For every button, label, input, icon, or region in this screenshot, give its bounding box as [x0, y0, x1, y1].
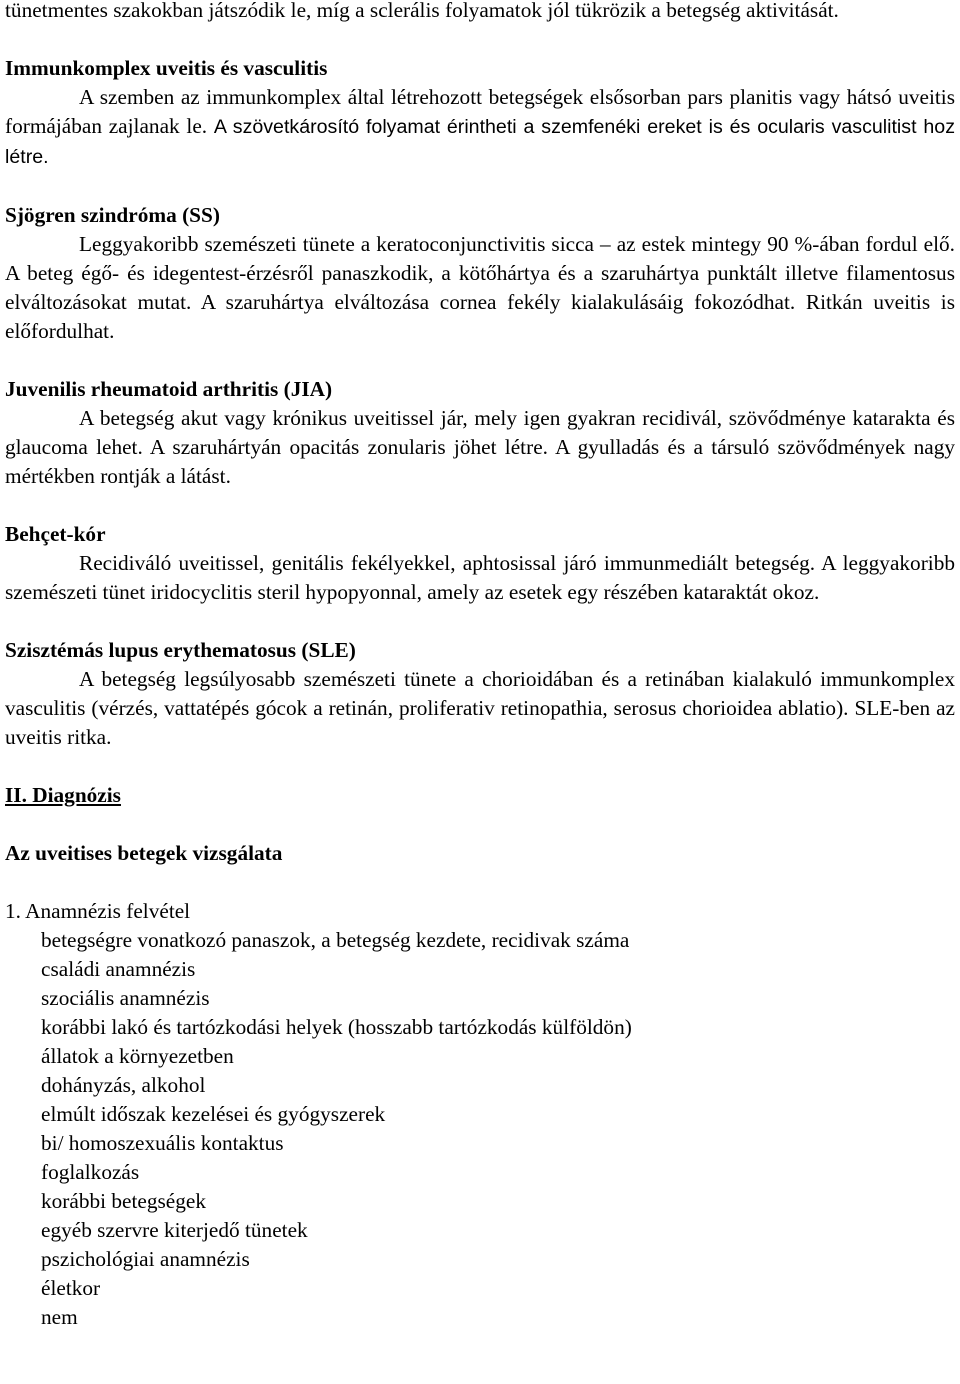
list-item: betegségre vonatkozó panaszok, a betegség kezdete, recidivak száma	[41, 928, 630, 952]
list-title: 1. Anamnézis felvétel	[5, 899, 191, 923]
spacer	[5, 607, 955, 636]
section-heading: Az uveitises betegek vizsgálata	[5, 841, 283, 865]
spacer	[5, 346, 955, 375]
section-jia	[5, 375, 955, 491]
paragraph-text: Leggyakoribb szemészeti tünete a keratoconjunctivitis sicca – az estek mintegy 90 %-ában fordul elő.	[79, 232, 955, 256]
list-item: életkor	[41, 1276, 101, 1300]
list-item: nem	[41, 1305, 78, 1329]
list-item: állatok a környezetben	[41, 1044, 234, 1068]
section-immunkomplex	[5, 54, 955, 172]
spacer	[5, 810, 955, 839]
list-item: korábbi lakó és tartózkodási helyek (hosszabb tartózkodás külföldön)	[41, 1015, 632, 1039]
section-heading: Szisztémás lupus erythematosus (SLE)	[5, 638, 356, 662]
section-heading: Juvenilis rheumatoid arthritis (JIA)	[5, 377, 333, 401]
section-paragraph: Recidiváló uveitissel, genitális fekélyekkel, aphtosissal járó immunmediált betegség. A leggyakoribb szemészeti tünet iridocyclitis steril hypopyonnal, amely az esetek egy részében kataraktát okoz.	[5, 551, 955, 604]
section-diagnosis	[5, 781, 955, 1332]
list-item: foglalkozás	[41, 1160, 140, 1184]
intro-paragraph: tünetmentes szakokban játszódik le, míg a sclerális folyamatok jól tükrözik a betegség aktivitását.	[5, 0, 839, 22]
section-heading: Immunkomplex uveitis és vasculitis	[5, 56, 328, 80]
section-paragraph: A betegség legsúlyosabb szemészeti tünete a chorioidában és a retinában kialakuló immunkomplex vasculitis (vérzés, vattatépés gócok a retinán, proliferativ retinopathia, serosus chorioidea ablatio). SLE-ben az uveitis ritka.	[5, 667, 955, 749]
list-item: korábbi betegségek	[41, 1189, 206, 1213]
list-item: pszichológiai anamnézis	[41, 1247, 250, 1271]
list-item: dohányzás, alkohol	[41, 1073, 206, 1097]
spacer	[5, 172, 955, 201]
list-item: családi anamnézis	[41, 957, 196, 981]
anamnesis-list	[5, 926, 955, 1332]
section-paragraph: A betegség akut vagy krónikus uveitissel jár, mely igen gyakran recidivál, szövődménye katarakta és glaucoma lehet. A szaruhártyán opacitás zonularis jöhet létre. A gyulladás és a társuló szövődmények nagy mértékben rontják a látást.	[5, 406, 955, 488]
paragraph-text-sans: A szövetkárosító folyamat érintheti a szemfenéki ereket is és ocularis vasculitist hoz létre.	[5, 116, 955, 168]
section-behcet	[5, 520, 955, 607]
spacer	[5, 752, 955, 781]
list-item: elmúlt időszak kezelései és gyógyszerek	[41, 1102, 386, 1126]
section-paragraph	[5, 230, 955, 346]
section-paragraph	[5, 83, 955, 172]
spacer	[5, 491, 955, 520]
paragraph-text: A beteg égő- és idegentest-érzésről panaszkodik, a kötőhártya és a szaruhártya punktált illetve filamentosus elváltozásokat mutat. A szaruhártya elváltozása cornea fekély kialakulásáig fokozódhat. Ritkán uveitis is előfordulhat.	[5, 261, 955, 343]
spacer	[5, 868, 955, 897]
section-heading: Behçet-kór	[5, 522, 106, 546]
spacer	[5, 25, 955, 54]
list-item: bi/ homoszexuális kontaktus	[41, 1131, 284, 1155]
list-item: szociális anamnézis	[41, 986, 210, 1010]
section-sle	[5, 636, 955, 752]
document-page	[5, 0, 955, 1332]
paragraph-text: A szemben az immunkomplex által létrehozott betegségek elsősorban pars planitis vagy hátsó uveitis formájában zajlanak le.	[5, 85, 955, 138]
chapter-heading: II. Diagnózis	[5, 783, 121, 807]
section-sjogren	[5, 201, 955, 346]
list-item: egyéb szervre kiterjedő tünetek	[41, 1218, 308, 1242]
section-heading: Sjögren szindróma (SS)	[5, 203, 220, 227]
